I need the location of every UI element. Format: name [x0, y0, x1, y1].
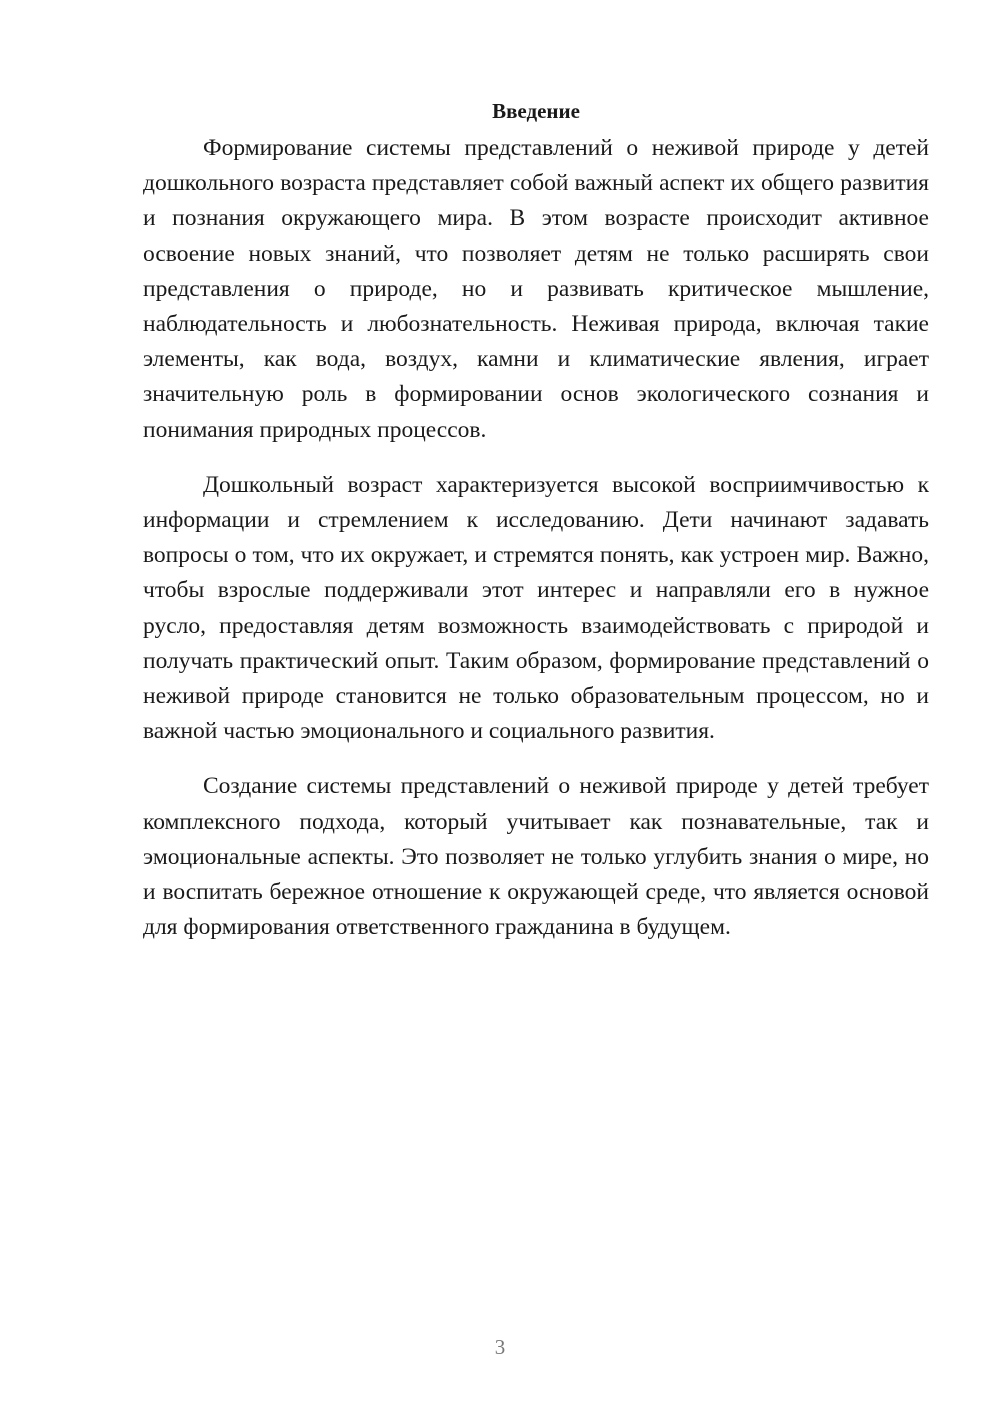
page-content: [143, 96, 929, 965]
paragraph-1: Формирование системы представлений о неживой природе у детей дошкольного возраста представляет собой важный аспект их общего развития и познания окружающего мира. В этом возрасте происходит активное освоение новых знаний, что позволяет детям не только расширять свои представления о природе, но и развивать критическое мышление, наблюдательность и любознательность. Неживая природа, включая такие элементы, как вода, воздух, камни и климатические явления, играет значительную роль в формировании основ экологического сознания и понимания природных процессов.: [143, 135, 929, 443]
paragraph-3: Создание системы представлений о неживой природе у детей требует комплексного подхода, который учитывает как познавательные, так и эмоциональные аспекты. Это позволяет не только углубить знания о мире, но и воспитать бережное отношение к окружающей среде, что является основой для формирования ответственного гражданина в будущем.: [143, 773, 929, 941]
page-number: 3: [494, 1335, 506, 1359]
paragraph-2: Дошкольный возраст характеризуется высокой восприимчивостью к информации и стремлением к исследованию. Дети начинают задавать вопросы о том, что их окружает, и стремятся понять, как устроен мир. Важно, чтобы взрослые поддерживали этот интерес и направляли его в нужное русло, предоставляя детям возможность взаимодействовать с природой и получать практический опыт. Таким образом, формирование представлений о неживой природе становится не только образовательным процессом, но и важной частью эмоционального и социального развития.: [143, 471, 929, 745]
section-title: Введение: [492, 99, 580, 123]
